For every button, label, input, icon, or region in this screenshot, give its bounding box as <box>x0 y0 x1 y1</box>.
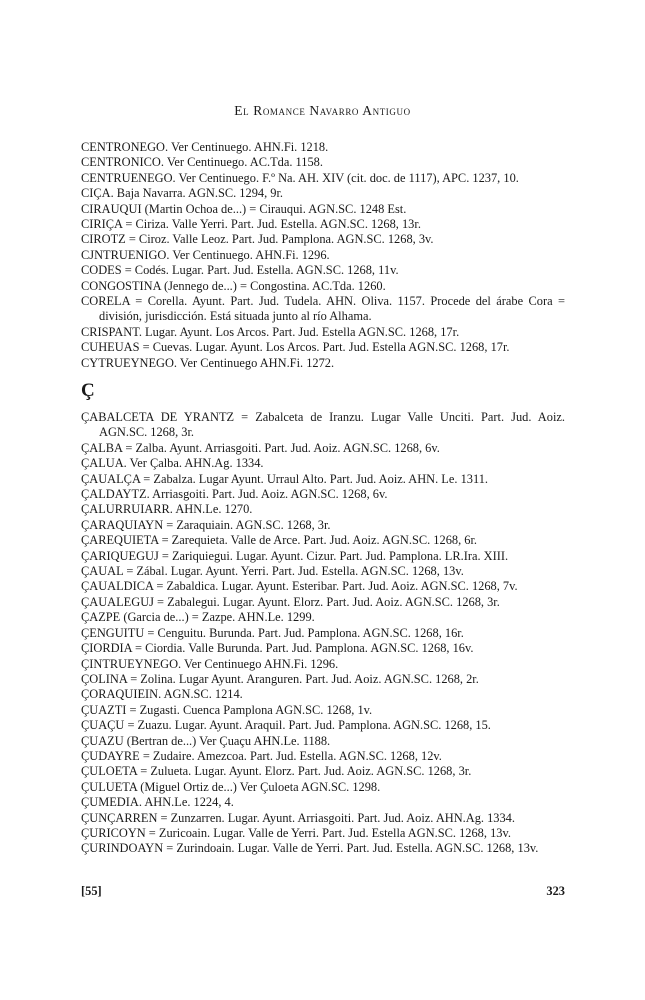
dictionary-entry: CENTRONEGO. Ver Centinuego. AHN.Fi. 1218. <box>81 140 329 154</box>
dictionary-entry: ÇENGUITU = Cenguitu. Burunda. Part. Jud. Pamplona. AGN.SC. 1268, 16r. <box>81 625 464 640</box>
dictionary-entry: CJNTRUENIGO. Ver Centinuego. AHN.Fi. 1296. <box>81 247 330 262</box>
dictionary-entry: CUHEUAS = Cuevas. Lugar. Ayunt. Los Arcos. Part. Jud. Estella AGN.SC. 1268, 17r. <box>81 340 510 355</box>
dictionary-entry: ÇURICOYN = Zuricoain. Lugar. Valle de Yerri. Part. Jud. Estella AGN.SC. 1268, 13v. <box>81 825 511 840</box>
dictionary-entry: CENTRUENEGO. Ver Centinuego. F.º Na. AH. XIV (cit. doc. de 1117), APC. 1237, 10. <box>81 170 519 185</box>
dictionary-entry: ÇALURRUIARR. AHN.Le. 1270. <box>81 502 253 517</box>
dictionary-entry: CONGOSTINA (Jennego de...) = Congostina. AC.Tda. 1260. <box>81 278 386 293</box>
dictionary-entry: CYTRUEYNEGO. Ver Centinuego AHN.Fi. 1272. <box>81 355 335 370</box>
page-number: 323 <box>546 884 565 898</box>
dictionary-entry: ÇARAQUIAYN = Zaraquiain. AGN.SC. 1268, 3r. <box>81 517 331 532</box>
entry-list-c-cedilla <box>81 410 565 857</box>
dictionary-entry: ÇUMEDIA. AHN.Le. 1224, 4. <box>81 795 234 810</box>
dictionary-entry: CRISPANT. Lugar. Ayunt. Los Arcos. Part. Jud. Estella AGN.SC. 1268, 17r. <box>81 324 460 339</box>
dictionary-entry: CIRIÇA = Ciriza. Valle Yerri. Part. Jud. Estella. AGN.SC. 1268, 13r. <box>81 217 421 232</box>
dictionary-entry: ÇALUA. Ver Çalba. AHN.Ag. 1334. <box>81 456 264 471</box>
dictionary-entry: CORELA = Corella. Ayunt. Part. Jud. Tudela. AHN. Oliva. 1157. Procede del árabe Cora = división, jurisdicción. Está situada junto al río Alhama. <box>81 294 565 324</box>
dictionary-entry: ÇORAQUIEIN. AGN.SC. 1214. <box>81 687 243 702</box>
running-head: El Romance Navarro Antiguo <box>234 103 411 118</box>
dictionary-entry: ÇULOETA = Zulueta. Lugar. Ayunt. Elorz. Part. Jud. Aoiz. AGN.SC. 1268, 3r. <box>81 764 472 779</box>
dictionary-entry: ÇUAZU (Bertran de...) Ver Çuaçu AHN.Le. 1188. <box>81 733 331 748</box>
dictionary-entry: CODES = Codés. Lugar. Part. Jud. Estella. AGN.SC. 1268, 11v. <box>81 263 399 278</box>
dictionary-entry: ÇABALCETA DE YRANTZ = Zabalceta de Iranzu. Lugar Valle Unciti. Part. Jud. Aoiz. AGN.SC. 1268, 3r. <box>81 410 565 440</box>
dictionary-entry: ÇUAZTI = Zugasti. Cuenca Pamplona AGN.SC. 1268, 1v. <box>81 702 373 717</box>
dictionary-entry: ÇAREQUIETA = Zarequieta. Valle de Arce. Part. Jud. Aoiz. AGN.SC. 1268, 6r. <box>81 533 478 548</box>
dictionary-entry: ÇAUALEGUJ = Zabalegui. Lugar. Ayunt. Elorz. Part. Jud. Aoiz. AGN.SC. 1268, 3r. <box>81 594 500 609</box>
dictionary-entry: CENTRONICO. Ver Centinuego. AC.Tda. 1158. <box>81 155 323 170</box>
dictionary-entry: CIRAUQUI (Martin Ochoa de...) = Cirauqui. AGN.SC. 1248 Est. <box>81 201 407 216</box>
dictionary-entry: ÇAZPE (Garcia de...) = Zazpe. AHN.Le. 1299. <box>81 610 315 625</box>
dictionary-entry: ÇALBA = Zalba. Ayunt. Arriasgoiti. Part. Jud. Aoiz. AGN.SC. 1268, 6v. <box>81 440 440 455</box>
dictionary-entry: ÇIORDIA = Ciordia. Valle Burunda. Part. Jud. Pamplona. AGN.SC. 1268, 16v. <box>81 641 474 656</box>
dictionary-entry: ÇULUETA (Miguel Ortiz de...) Ver Çuloeta AGN.SC. 1298. <box>81 779 381 794</box>
dictionary-entry: ÇUAÇU = Zuazu. Lugar. Ayunt. Araquil. Part. Jud. Pamplona. AGN.SC. 1268, 15. <box>81 718 491 733</box>
dictionary-entry: CIROTZ = Ciroz. Valle Leoz. Part. Jud. Pamplona. AGN.SC. 1268, 3v. <box>81 232 434 247</box>
dictionary-entry: ÇUNÇARREN = Zunzarren. Lugar. Ayunt. Arriasgoiti. Part. Jud. Aoiz. AHN.Ag. 1334. <box>81 810 515 825</box>
dictionary-entry: ÇARIQUEGUJ = Zariquiegui. Lugar. Ayunt. Cizur. Part. Jud. Pamplona. LR.Ira. XIII. <box>81 548 509 563</box>
dictionary-entry: ÇURINDOAYN = Zurindoain. Lugar. Valle de Yerri. Part. Jud. Estella. AGN.SC. 1268, 13v. <box>81 841 539 856</box>
entry-list-c <box>81 140 565 371</box>
dictionary-entry: ÇAUAL = Zábal. Lugar. Ayunt. Yerri. Part. Jud. Estella. AGN.SC. 1268, 13v. <box>81 564 464 579</box>
dictionary-entry: ÇUDAYRE = Zudaire. Amezcoa. Part. Jud. Estella. AGN.SC. 1268, 12v. <box>81 748 442 763</box>
dictionary-entry: ÇAUALDICA = Zabaldica. Lugar. Ayunt. Esteribar. Part. Jud. Aoiz. AGN.SC. 1268, 7v. <box>81 579 518 594</box>
dictionary-entry: ÇOLINA = Zolina. Lugar Ayunt. Aranguren. Part. Jud. Aoiz. AGN.SC. 1268, 2r. <box>81 671 479 686</box>
dictionary-entry: ÇAUALÇA = Zabalza. Lugar Ayunt. Urraul Alto. Part. Jud. Aoiz. AHN. Le. 1311. <box>81 471 488 486</box>
dictionary-entry: ÇALDAYTZ. Arriasgoiti. Part. Jud. Aoiz. AGN.SC. 1268, 6v. <box>81 487 388 502</box>
dictionary-entry: ÇINTRUEYNEGO. Ver Centinuego AHN.Fi. 1296. <box>81 656 339 671</box>
section-letter: Ç <box>81 380 95 401</box>
folio-bracket-number: [55] <box>81 884 102 898</box>
dictionary-entry: CIÇA. Baja Navarra. AGN.SC. 1294, 9r. <box>81 186 284 201</box>
